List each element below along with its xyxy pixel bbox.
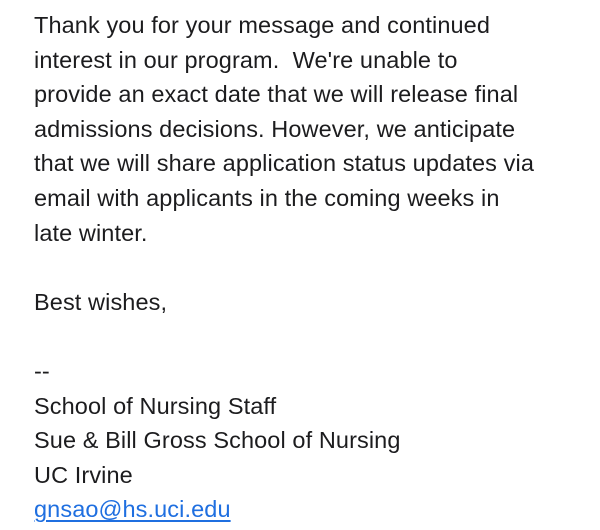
paragraph-line: late winter. <box>34 219 148 246</box>
signature-separator: -- <box>34 357 50 384</box>
signature-university: UC Irvine <box>34 461 133 488</box>
blank-line <box>34 319 590 354</box>
email-link[interactable]: gnsao@hs.uci.edu <box>34 496 231 523</box>
paragraph-line: admissions decisions. However, we anticipate <box>34 115 516 142</box>
paragraph-line: that we will share application status updates via <box>34 150 534 177</box>
blank-line <box>34 250 590 285</box>
email-body <box>34 8 590 527</box>
signature-school: Sue & Bill Gross School of Nursing <box>34 427 401 454</box>
signature-name: School of Nursing Staff <box>34 392 277 419</box>
paragraph-line: Thank you for your message and continued <box>34 12 490 38</box>
paragraph-line: interest in our program. We're unable to <box>34 46 458 73</box>
message-paragraph <box>34 8 590 250</box>
closing-text: Best wishes, <box>34 288 168 315</box>
paragraph-line: email with applicants in the coming weeks in <box>34 184 500 211</box>
paragraph-line: provide an exact date that we will release final <box>34 81 519 108</box>
signature-block <box>34 354 590 527</box>
